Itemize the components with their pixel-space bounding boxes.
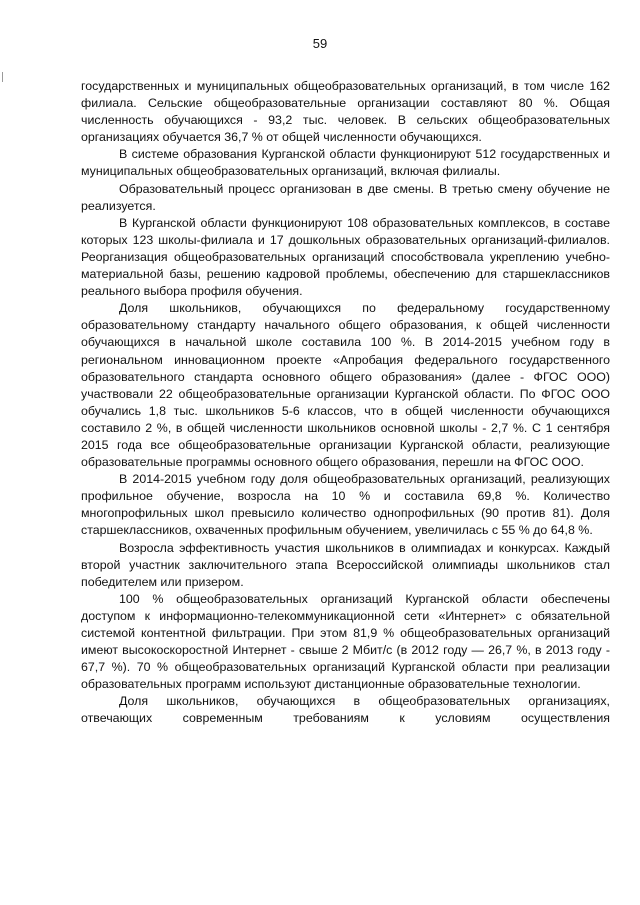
paragraph: Образовательный процесс организован в две смены. В третью смену обучение не реализуется. [81, 181, 610, 213]
paragraph: Доля школьников, обучающихся по федеральному государственному образовательному стандарту начального общего образования, к общей численности обучающихся в начальной школе составила 100 %. В 2014-2015 учебном году в региональном инновационном проекте «Апробация федерального государственного образовательного стандарта основного общего образования» (далее - ФГОС ООО) участвовали 22 общеобразовательные организации Курганской области. По ФГОС ООО обучались 1,8 тыс. школьников 5-6 классов, что в общей численности обучающихся составило 2 %, в общей численности школьников основной школы - 2,7 %. С 1 сентября 2015 года все общеобразовательные организации Курганской области, реализующие образовательные программы основного общего образования, перешли на ФГОС ООО. [81, 301, 610, 470]
paragraph: В 2014-2015 учебном году доля общеобразовательных организаций, реализующих профильное обучение, возросла на 10 % и составила 69,8 %. Количество многопрофильных школ превысило количество однопрофильных (90 против 81). Доля старшеклассников, охваченных профильным обучением, увеличилась с 55 % до 64,8 %. [81, 472, 610, 538]
paragraph: 100 % общеобразовательных организаций Курганской области обеспечены доступом к информационно-телекоммуникационной сети «Интернет» с обязательной системой контентной фильтрации. При этом 81,9 % общеобразовательных организаций имеют высокоскоростной Интернет - свыше 2 Мбит/с (в 2012 году — 26,7 %, в 2013 году - 67,7 %). 70 % общеобразовательных организаций Курганской области при реализации образовательных программ используют дистанционные образовательные технологии. [81, 591, 610, 692]
page-number: 59 [312, 36, 328, 51]
scan-edge-mark [2, 72, 3, 82]
paragraph: государственных и муниципальных общеобразовательных организаций, в том числе 162 филиала. Сельские общеобразовательные организации составляют 80 %. Общая численность обучающихся - 93,2 тыс. человек. В сельских общеобразовательных организациях обучается 36,7 % от общей численности обучающихся. [81, 79, 610, 145]
paragraph: Возросла эффективность участия школьников в олимпиадах и конкурсах. Каждый второй участник заключительного этапа Всероссийской олимпиады школьников стал победителем или призером. [81, 540, 610, 589]
body-text [81, 78, 610, 728]
paragraph: В Курганской области функционируют 108 образовательных комплексов, в составе которых 123 школы-филиала и 17 дошкольных образовательных организаций-филиалов. Реорганизация общеобразовательных организаций способствовала укреплению учебно-материальной базы, решению кадровой проблемы, обеспечению для старшеклассников реального выбора профиля обучения. [81, 215, 610, 299]
paragraph: В системе образования Курганской области функционируют 512 государственных и муниципальных общеобразовательных организаций, включая филиалы. [81, 147, 610, 179]
paragraph: Доля школьников, обучающихся в общеобразовательных организациях, отвечающих современным требованиям к условиям осуществления [81, 694, 610, 726]
